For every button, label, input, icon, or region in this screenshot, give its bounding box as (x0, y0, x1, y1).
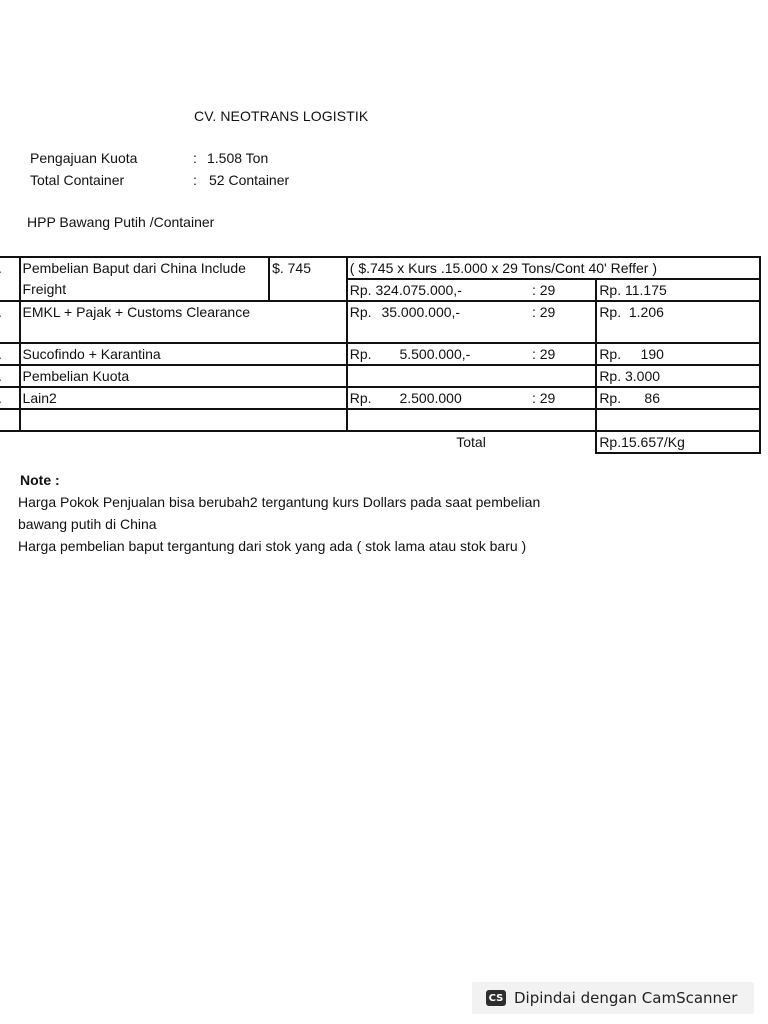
table-row (0, 257, 760, 279)
row-amount-cell (347, 387, 597, 409)
row-divisor: : 29 (531, 304, 556, 320)
section-title: HPP Bawang Putih /Container (27, 214, 215, 230)
row-amount: Rp. 324.075.000,- (349, 282, 462, 298)
empty-cell (347, 409, 597, 431)
note-line-1: Harga Pokok Penjualan bisa berubah2 tergantung kurs Dollars pada saat pembelian (18, 494, 541, 510)
table-row (0, 343, 760, 365)
camscanner-watermark (472, 982, 754, 1014)
company-title: CV. NEOTRANS LOGISTIK (194, 108, 369, 124)
row-result: Rp. 86 (596, 387, 760, 409)
row-marker (0, 365, 20, 387)
container-value: 52 Container (209, 172, 290, 188)
quota-label: Pengajuan Kuota (30, 150, 138, 166)
row-result: Rp. 11.175 (596, 279, 760, 301)
row-divisor: : 29 (531, 282, 556, 298)
row-amount-cell (347, 365, 597, 387)
note-line-3: Harga pembelian baput tergantung dari stok yang ada ( stok lama atau stok baru ) (18, 538, 527, 554)
row-amount: 35.000.000,- (381, 304, 461, 320)
row-result: Rp. 190 (596, 343, 760, 365)
table-row (0, 301, 760, 343)
row-amount-prefix: Rp. (349, 304, 372, 320)
row-marker (0, 387, 20, 409)
row-desc: Sucofindo + Karantina (20, 343, 347, 365)
total-label: Total (456, 434, 486, 450)
note-line-2: bawang putih di China (18, 516, 157, 532)
table-row-empty (0, 409, 760, 431)
container-colon: : (193, 172, 197, 188)
row-desc: EMKL + Pajak + Customs Clearance (20, 301, 347, 343)
row-amount-cell (347, 343, 597, 365)
row-divisor: : 29 (531, 346, 556, 362)
empty-cell (596, 409, 760, 431)
row-desc: Lain2 (20, 387, 347, 409)
quota-colon: : (193, 150, 197, 166)
cost-table (0, 256, 761, 454)
row-result: Rp. 3.000 (596, 365, 760, 387)
row-calc-note: ( $.745 x Kurs .15.000 x 29 Tons/Cont 40' Reffer ) (347, 257, 760, 279)
camscanner-logo-icon: CS (486, 990, 506, 1006)
row-amount-prefix: Rp. (349, 390, 372, 406)
row-amount-prefix: Rp. (349, 346, 372, 362)
quota-value: 1.508 Ton (207, 150, 269, 166)
empty-cell (20, 409, 347, 431)
total-row (0, 431, 760, 453)
row-marker (0, 257, 20, 301)
row-marker (0, 301, 20, 343)
row-desc: Pembelian Baput dari China Include Freight (20, 257, 270, 301)
note-title: Note : (20, 472, 60, 488)
total-value: Rp.15.657/Kg (596, 431, 760, 453)
row-amount: 2.500.000 (399, 390, 462, 406)
row-usd: $. 745 (269, 257, 347, 301)
row-divisor: : 29 (531, 390, 556, 406)
row-marker (0, 343, 20, 365)
row-amount-cell (347, 301, 597, 343)
row-desc: Pembelian Kuota (20, 365, 347, 387)
table-row (0, 365, 760, 387)
container-label: Total Container (30, 172, 125, 188)
camscanner-text: Dipindai dengan CamScanner (514, 989, 738, 1007)
empty-cell (0, 409, 20, 431)
row-amount-cell (347, 279, 597, 301)
table-row (0, 387, 760, 409)
row-result: Rp. 1.206 (596, 301, 760, 343)
row-amount: 5.500.000,- (399, 346, 471, 362)
